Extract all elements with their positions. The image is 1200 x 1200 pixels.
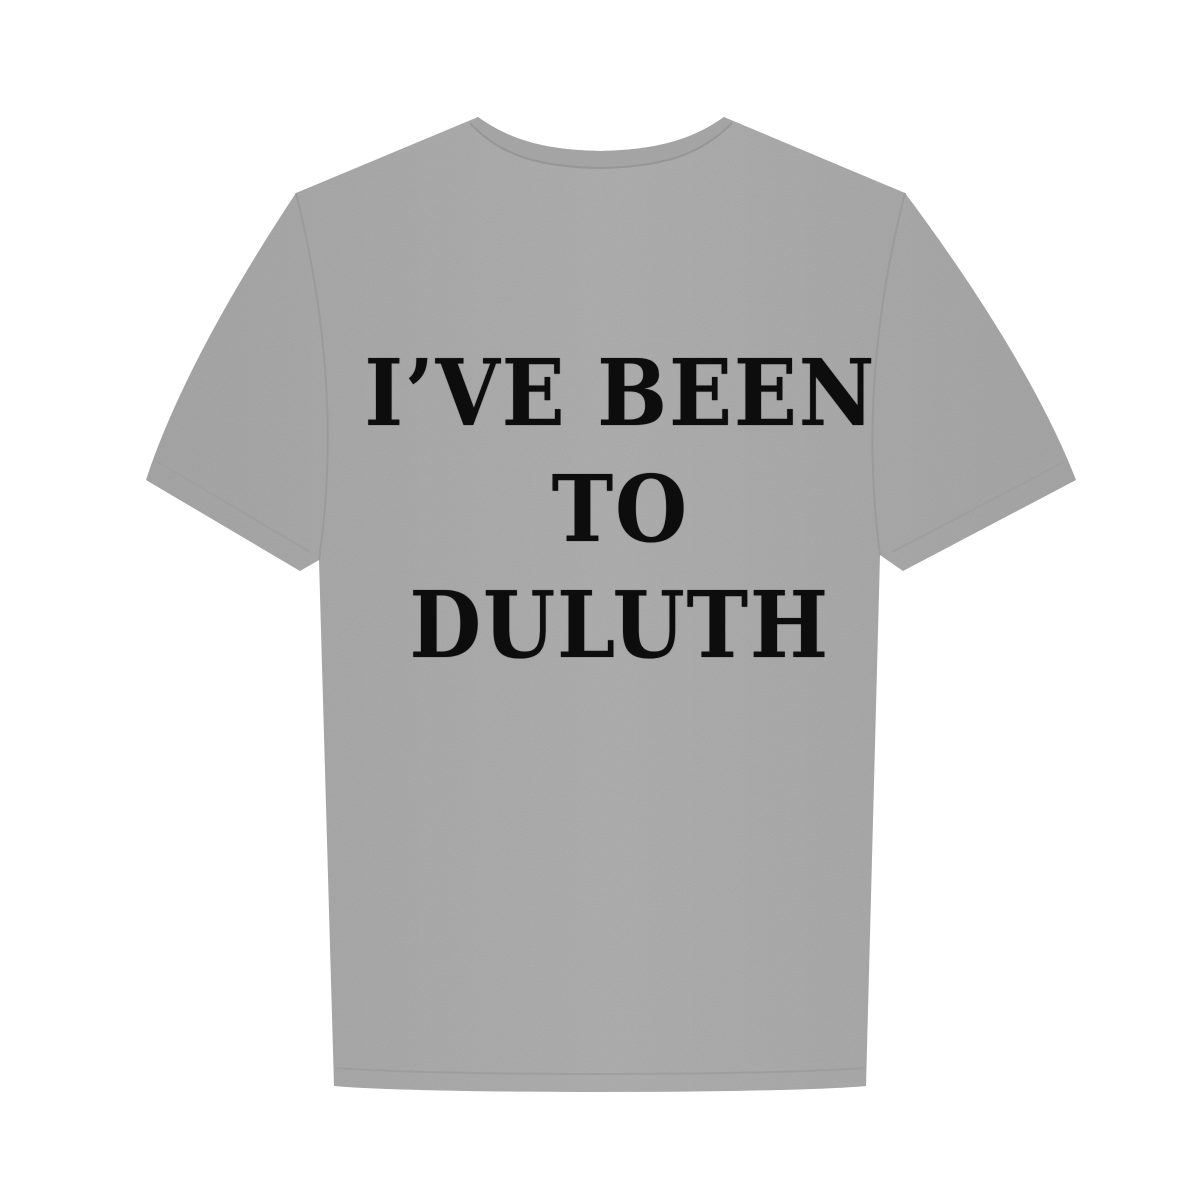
shirt-print: [300, 335, 940, 679]
print-line-2: TO: [551, 455, 689, 563]
print-line-1: I’VE BEEN: [364, 339, 876, 447]
print-line-3: DULUTH: [409, 571, 831, 679]
